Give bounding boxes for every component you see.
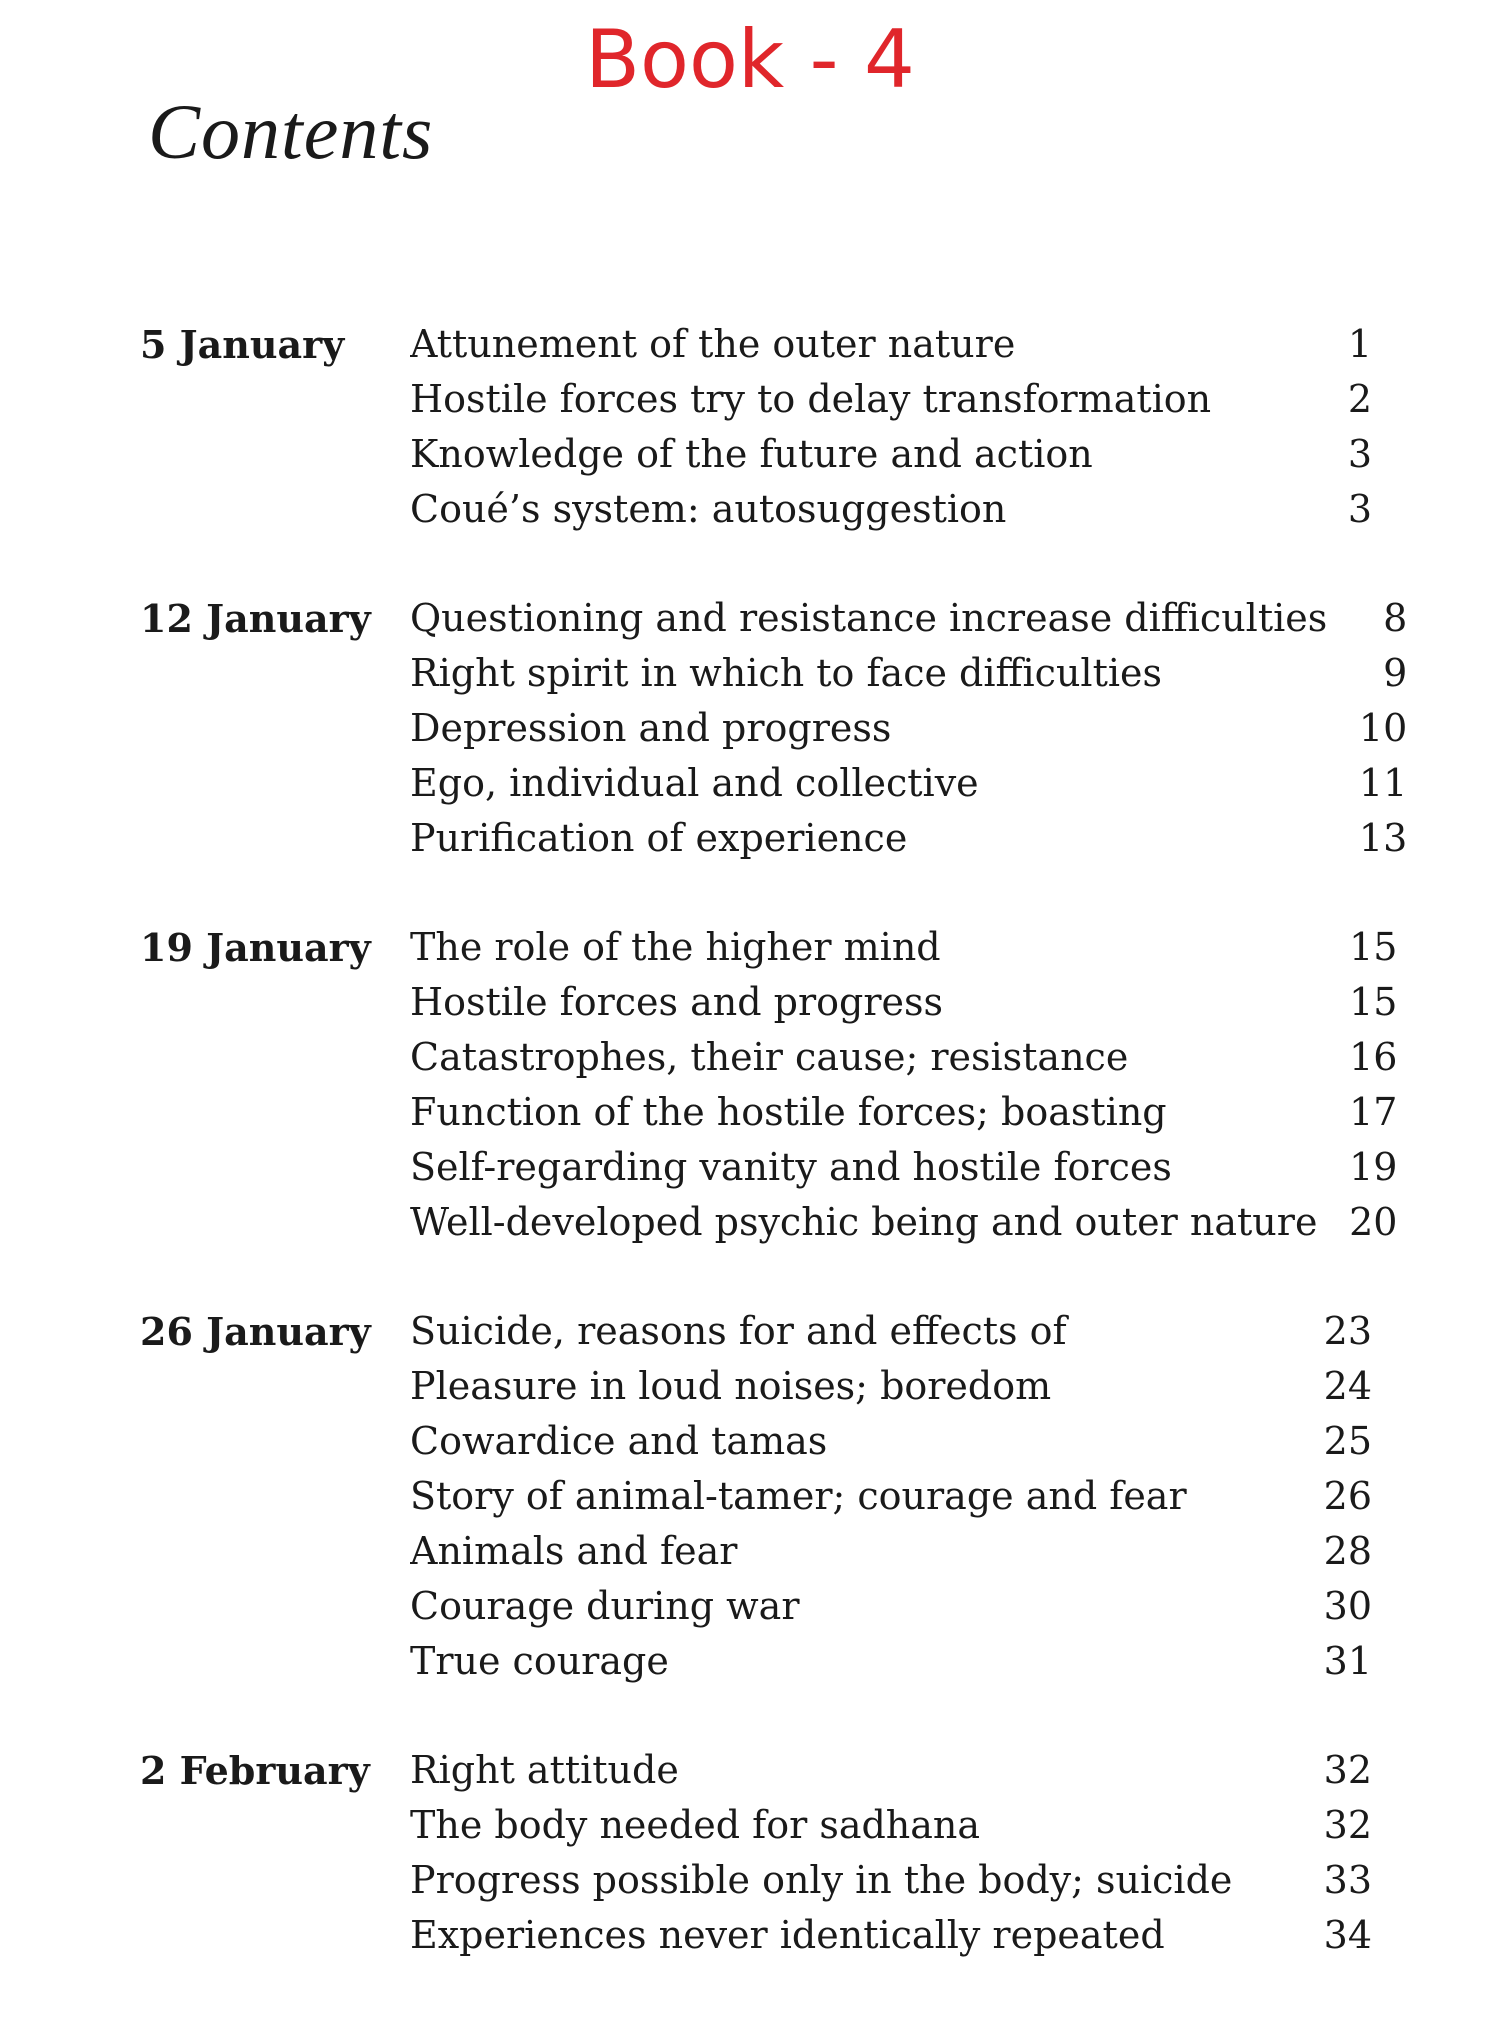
- entry-page-number: 25: [1323, 1419, 1372, 1463]
- entry-title: Suicide, reasons for and effects of: [410, 1309, 1067, 1353]
- entry-page-number: 30: [1323, 1584, 1372, 1628]
- entry-page-number: 31: [1323, 1639, 1372, 1683]
- entry-page-number: 19: [1349, 1145, 1398, 1189]
- toc-entry: [410, 1469, 1372, 1524]
- entry-title: Pleasure in loud noises; boredom: [410, 1364, 1052, 1408]
- entry-title: Right spirit in which to face difficulties: [410, 651, 1163, 695]
- entry-title: Coué’s system: autosuggestion: [410, 487, 1007, 531]
- entry-page-number: 28: [1323, 1529, 1372, 1573]
- toc-section: [140, 591, 1408, 866]
- section-date: 26 January: [140, 1309, 371, 1354]
- section-date: 12 January: [140, 596, 371, 641]
- entry-title: Progress possible only in the body; suicide: [410, 1858, 1233, 1902]
- toc-entry: [410, 1304, 1372, 1359]
- toc-entry: [410, 372, 1372, 427]
- entry-page-number: 32: [1323, 1803, 1372, 1847]
- entry-page-number: 11: [1358, 761, 1408, 805]
- section-date: 2 February: [140, 1748, 370, 1793]
- entry-page-number: 16: [1349, 1035, 1398, 1079]
- entry-title: Self-regarding vanity and hostile forces: [410, 1145, 1172, 1189]
- section-entries: [410, 317, 1372, 537]
- toc-entry: [410, 1579, 1372, 1634]
- toc-entry: [410, 1030, 1397, 1085]
- section-entries: [410, 1743, 1372, 1963]
- entry-page-number: 8: [1383, 596, 1408, 640]
- toc-section: [140, 1304, 1372, 1689]
- entry-page-number: 32: [1323, 1748, 1372, 1792]
- entry-title: Right attitude: [410, 1748, 679, 1792]
- entry-page-number: 1: [1347, 322, 1372, 366]
- entry-title: Depression and progress: [410, 706, 892, 750]
- toc-entry: [410, 1085, 1397, 1140]
- toc-section: [140, 317, 1372, 537]
- entry-title: Hostile forces and progress: [410, 980, 944, 1024]
- toc-entry: [410, 920, 1397, 975]
- entry-title: Catastrophes, their cause; resistance: [410, 1035, 1129, 1079]
- toc-entry: [410, 701, 1407, 756]
- entry-page-number: 33: [1323, 1858, 1372, 1902]
- toc-entry: [410, 1140, 1397, 1195]
- entry-page-number: 17: [1349, 1090, 1398, 1134]
- section-date: 5 January: [140, 322, 345, 367]
- toc-entry: [410, 1414, 1372, 1469]
- toc-entry: [410, 1908, 1372, 1963]
- entry-page-number: 3: [1347, 432, 1372, 476]
- entry-title: Cowardice and tamas: [410, 1419, 828, 1463]
- toc-entry: [410, 1743, 1372, 1798]
- toc-entry: [410, 1798, 1372, 1853]
- entry-page-number: 9: [1383, 651, 1408, 695]
- entry-page-number: 24: [1323, 1364, 1372, 1408]
- toc-entry: [410, 427, 1372, 482]
- entry-title: Hostile forces try to delay transformation: [410, 377, 1212, 421]
- section-entries: [410, 591, 1407, 866]
- toc-entry: [410, 975, 1397, 1030]
- toc-entry: [410, 756, 1407, 811]
- section-entries: [410, 1304, 1372, 1689]
- toc-entry: [410, 811, 1407, 866]
- toc-section: [140, 1743, 1372, 1963]
- entry-title: Animals and fear: [410, 1529, 738, 1573]
- entry-page-number: 26: [1323, 1474, 1372, 1518]
- toc-entry: [410, 1195, 1397, 1250]
- page-title: Contents: [148, 88, 434, 175]
- entry-page-number: 10: [1358, 706, 1408, 750]
- toc-entry: [410, 1853, 1372, 1908]
- entry-title: Courage during war: [410, 1584, 800, 1628]
- entry-page-number: 23: [1323, 1309, 1372, 1353]
- entry-title: The body needed for sadhana: [410, 1803, 981, 1847]
- section-entries: [410, 920, 1397, 1250]
- table-of-contents: [140, 317, 1408, 2017]
- section-date: 19 January: [140, 925, 371, 970]
- entry-title: Attunement of the outer nature: [410, 322, 1016, 366]
- entry-title: Knowledge of the future and action: [410, 432, 1093, 476]
- entry-title: Story of animal-tamer; courage and fear: [410, 1474, 1187, 1518]
- entry-page-number: 20: [1349, 1200, 1398, 1244]
- entry-title: True courage: [410, 1639, 669, 1683]
- toc-entry: [410, 591, 1407, 646]
- entry-title: Experiences never identically repeated: [410, 1913, 1165, 1957]
- entry-page-number: 2: [1347, 377, 1372, 421]
- entry-title: Ego, individual and collective: [410, 761, 979, 805]
- toc-entry: [410, 1634, 1372, 1689]
- toc-entry: [410, 646, 1407, 701]
- toc-entry: [410, 1524, 1372, 1579]
- entry-title: Function of the hostile forces; boasting: [410, 1090, 1167, 1134]
- toc-entry: [410, 317, 1372, 372]
- entry-title: Purification of experience: [410, 816, 908, 860]
- entry-title: Questioning and resistance increase difficulties: [410, 596, 1328, 640]
- entry-title: Well-developed psychic being and outer nature: [410, 1200, 1318, 1244]
- entry-page-number: 15: [1349, 980, 1398, 1024]
- toc-entry: [410, 1359, 1372, 1414]
- entry-title: The role of the higher mind: [410, 925, 941, 969]
- entry-page-number: 3: [1347, 487, 1372, 531]
- entry-page-number: 13: [1358, 816, 1408, 860]
- book-label: Book - 4: [585, 13, 915, 106]
- entry-page-number: 15: [1349, 925, 1398, 969]
- toc-section: [140, 920, 1398, 1250]
- entry-page-number: 34: [1323, 1913, 1372, 1957]
- toc-entry: [410, 482, 1372, 537]
